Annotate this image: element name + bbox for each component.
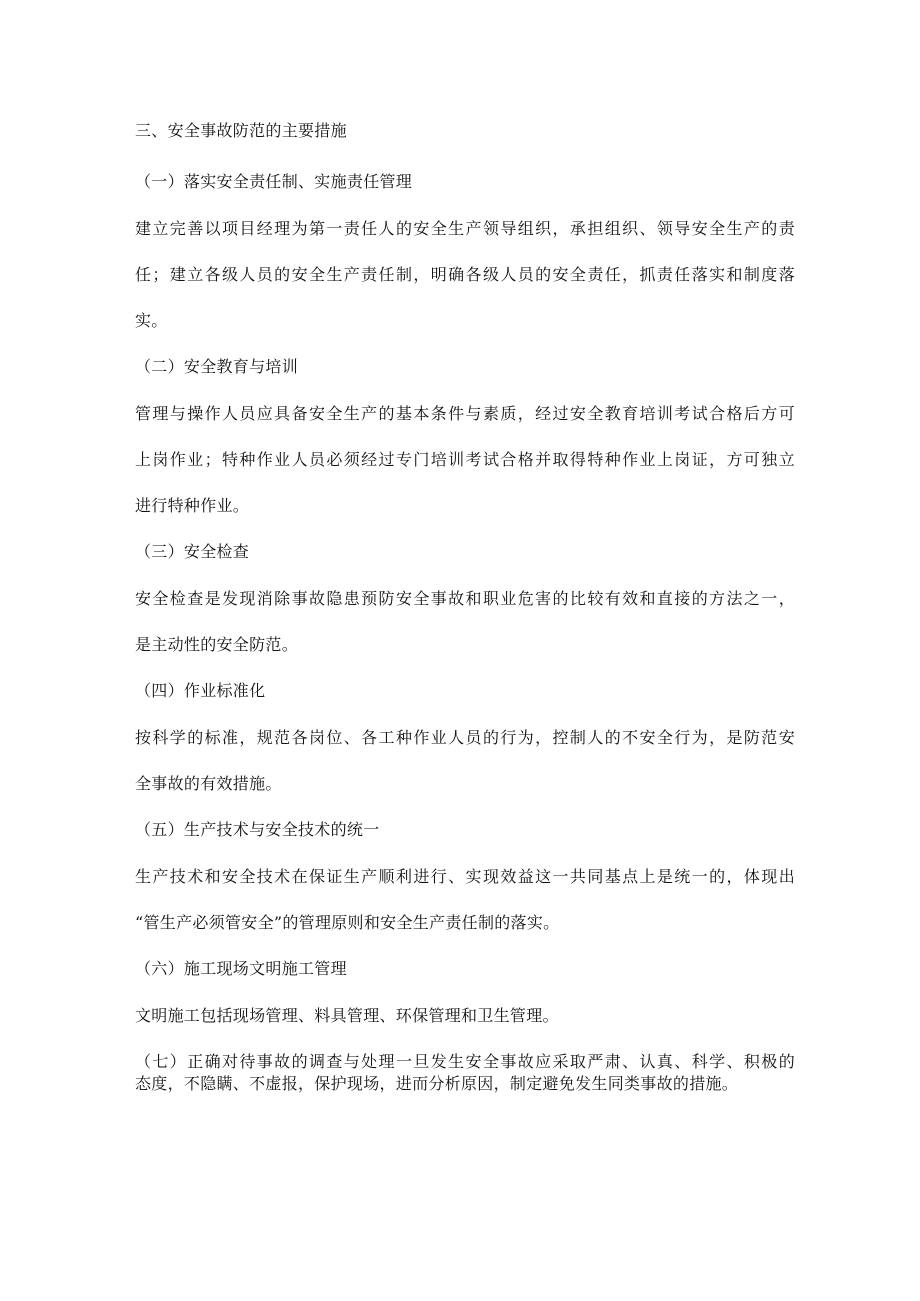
- paragraph-line: 文明施工包括现场管理、料具管理、环保管理和卫生管理。: [135, 1006, 559, 1025]
- heading-2: （二）安全教育与培训: [135, 357, 299, 376]
- document-content: [135, 120, 795, 1095]
- paragraph-line: 进行特种作业。: [135, 496, 250, 515]
- paragraph-line: 上岗作业；特种作业人员必须经过专门培训考试合格并取得特种作业上岗证，方可独立: [135, 450, 795, 469]
- paragraph-line: “管生产必须管安全”的管理原则和安全生产责任制的落实。: [135, 913, 560, 932]
- section-title: 三、安全事故防范的主要措施: [135, 121, 347, 140]
- heading-4: （四）作业标准化: [135, 681, 266, 700]
- heading-6: （六）施工现场文明施工管理: [135, 959, 347, 978]
- paragraph-line: 管理与操作人员应具备安全生产的基本条件与素质，经过安全教育培训考试合格后方可: [135, 404, 795, 423]
- paragraph-line: 建立完善以项目经理为第一责任人的安全生产领导组织，承担组织、领导安全生产的责: [135, 219, 795, 238]
- heading-5: （五）生产技术与安全技术的统一: [135, 820, 380, 839]
- paragraph-line: 是主动性的安全防范。: [135, 635, 299, 654]
- final-paragraph-line: （七）正确对待事故的调查与处理一旦发生安全事故应采取严肃、认真、科学、积极的: [135, 1052, 795, 1071]
- heading-3: （三）安全检查: [135, 542, 250, 561]
- paragraph-line: 任；建立各级人员的安全生产责任制，明确各级人员的安全责任，抓责任落实和制度落: [135, 265, 795, 284]
- paragraph-line: 生产技术和安全技术在保证生产顺利进行、实现效益这一共同基点上是统一的，体现出: [135, 867, 795, 886]
- heading-1: （一）落实安全责任制、实施责任管理: [135, 172, 413, 191]
- paragraph-line: 实。: [135, 311, 168, 330]
- final-paragraph-line: 态度，不隐瞒、不虚报，保护现场，进而分析原因，制定避免发生同类事故的措施。: [135, 1074, 739, 1093]
- paragraph-line: 安全检查是发现消除事故隐患预防安全事故和职业危害的比较有效和直接的方法之一，: [135, 589, 795, 608]
- paragraph-line: 全事故的有效措施。: [135, 774, 282, 793]
- paragraph-line: 按科学的标准，规范各岗位、各工种作业人员的行为，控制人的不安全行为，是防范安: [135, 728, 795, 747]
